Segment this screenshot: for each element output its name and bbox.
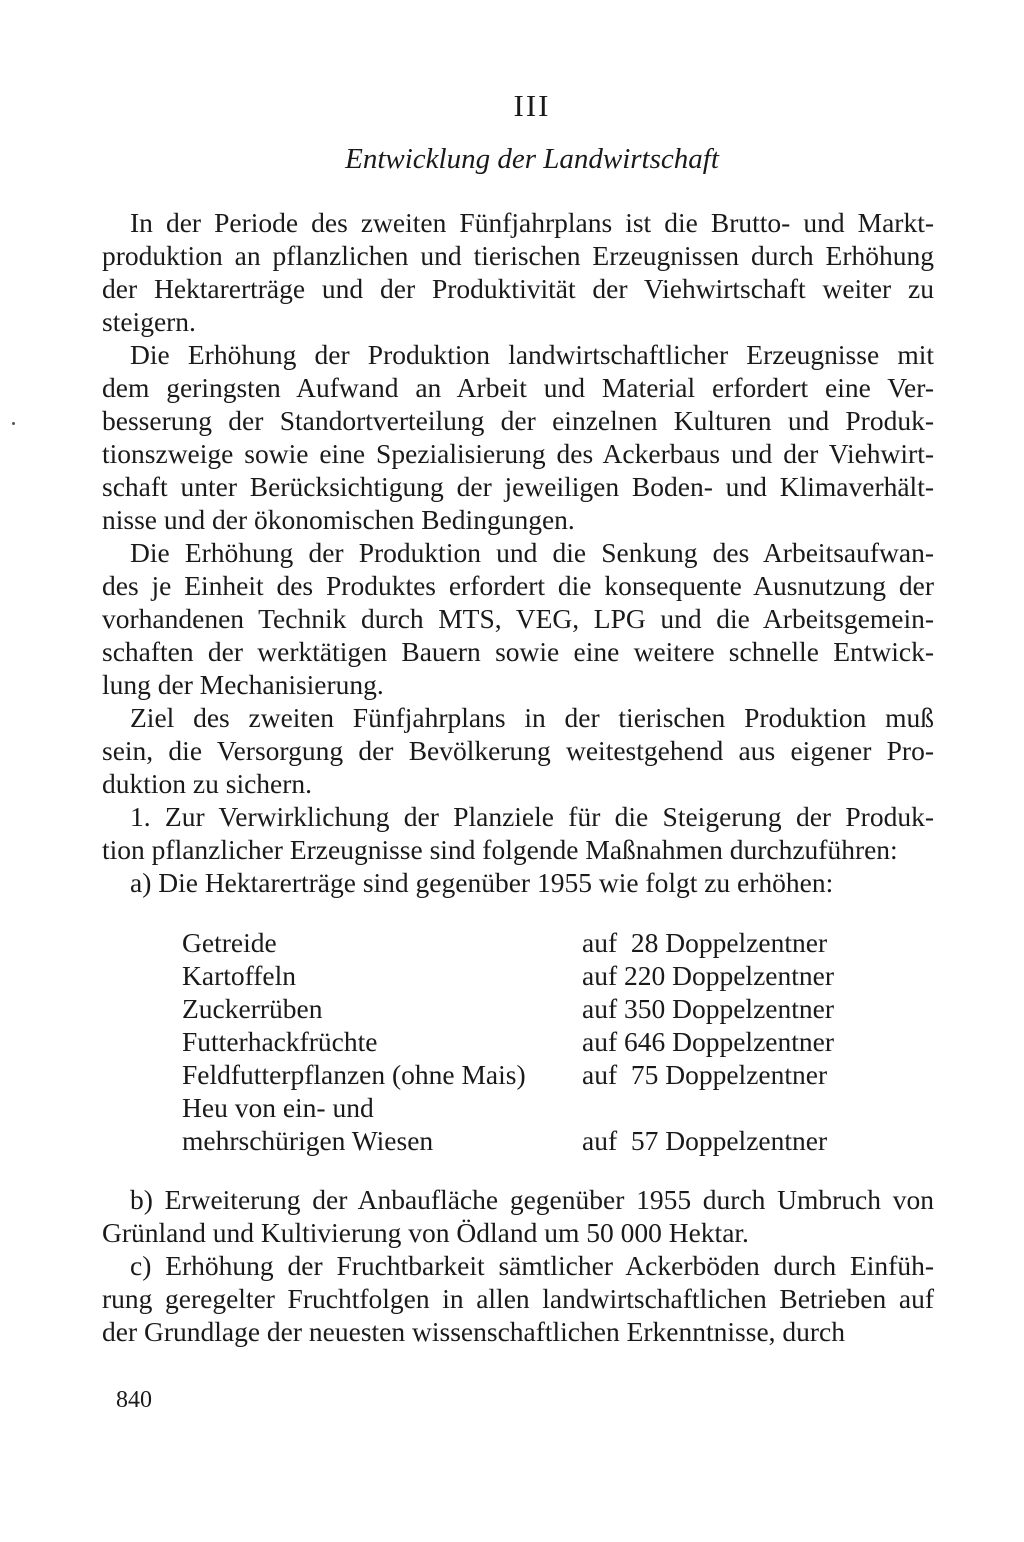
- crop-name: Zuckerrüben: [182, 993, 323, 1024]
- text-line: Grünland und Kultivierung von Ödland um 50 000 Hektar.: [102, 1217, 749, 1248]
- text-line: a) Die Hektarerträge sind gegenüber 1955 wie folgt zu erhöhen:: [130, 867, 834, 898]
- text-line: 1. Zur Verwirklichung der Planziele für die Steigerung der Produk-: [130, 801, 934, 832]
- text-line: b) Erweiterung der Anbaufläche gegenüber 1955 durch Umbruch von: [130, 1184, 934, 1215]
- paragraph: [102, 536, 934, 701]
- text-line: schaften der werktätigen Bauern sowie eine weitere schnelle Entwick-: [102, 636, 934, 667]
- paragraph: [102, 1183, 934, 1249]
- text-line: lung der Mechanisierung.: [102, 669, 384, 700]
- yield-row: [182, 926, 862, 959]
- text-line: duktion zu sichern.: [102, 768, 313, 799]
- text-line: Die Erhöhung der Produktion landwirtschaftlicher Erzeugnisse mit: [130, 339, 934, 370]
- text-line: In der Periode des zweiten Fünfjahrplans ist die Brutto- und Markt-: [130, 207, 934, 238]
- yield-value: [582, 1091, 862, 1124]
- paragraph: [102, 338, 934, 536]
- margin-speck: [12, 422, 15, 425]
- page-number: 840: [116, 1387, 152, 1413]
- crop-name: Feldfutterpflanzen (ohne Mais): [182, 1059, 526, 1090]
- yield-row: [182, 1091, 862, 1124]
- yield-row: [182, 1124, 862, 1157]
- yield-value: auf 646 Doppelzentner: [582, 1026, 834, 1057]
- text-line: tionszweige sowie eine Spezialisierung des Ackerbaus und der Viehwirt-: [102, 438, 934, 469]
- text-line: der Grundlage der neuesten wissenschaftlichen Erkenntnisse, durch: [102, 1316, 846, 1347]
- text-line: besserung der Standortverteilung der einzelnen Kulturen und Produk-: [102, 405, 934, 436]
- yield-row: [182, 1058, 862, 1091]
- text-line: dem geringsten Aufwand an Arbeit und Material erfordert eine Ver-: [102, 372, 934, 403]
- text-line: sein, die Versorgung der Bevölkerung weitestgehend aus eigener Pro-: [102, 735, 934, 766]
- yield-value: auf 57 Doppelzentner: [582, 1125, 828, 1156]
- text-line: tion pflanzlicher Erzeugnisse sind folgende Maßnahmen durchzuführen:: [102, 834, 898, 865]
- crop-name: Getreide: [182, 927, 277, 958]
- yield-value: auf 220 Doppelzentner: [582, 960, 834, 991]
- paragraph: [102, 1249, 934, 1348]
- text-line: Die Erhöhung der Produktion und die Senkung des Arbeitsaufwan-: [130, 537, 934, 568]
- yield-row: [182, 959, 862, 992]
- body-text-bottom: [102, 1183, 934, 1348]
- text-line: schaft unter Berücksichtigung der jeweiligen Boden- und Klimaverhält-: [102, 471, 934, 502]
- crop-name: Futterhackfrüchte: [182, 1026, 378, 1057]
- text-line: der Hektarerträge und der Produktivität der Viehwirtschaft weiter zu: [102, 273, 934, 304]
- paragraph: [102, 866, 934, 899]
- text-line: c) Erhöhung der Fruchtbarkeit sämtlicher Ackerböden durch Einfüh-: [130, 1250, 934, 1281]
- crop-name: mehrschürigen Wiesen: [182, 1125, 434, 1156]
- crop-name: Kartoffeln: [182, 960, 297, 991]
- yield-row: [182, 992, 862, 1025]
- yield-value: auf 28 Doppelzentner: [582, 927, 828, 958]
- paragraph: [102, 701, 934, 800]
- yield-row: [182, 1025, 862, 1058]
- yield-value: auf 350 Doppelzentner: [582, 993, 834, 1024]
- paragraph: [102, 206, 934, 338]
- text-line: des je Einheit des Produktes erfordert die konsequente Ausnutzung der: [102, 570, 934, 601]
- paragraph: [102, 800, 934, 866]
- chapter-number: III: [513, 88, 551, 123]
- text-line: nisse und der ökonomischen Bedingungen.: [102, 504, 575, 535]
- body-text-top: [102, 206, 934, 899]
- text-line: rung geregelter Fruchtfolgen in allen landwirtschaftlichen Betrieben auf: [102, 1283, 934, 1314]
- text-line: steigern.: [102, 306, 196, 337]
- text-line: produktion an pflanzlichen und tierischen Erzeugnissen durch Erhöhung: [102, 240, 934, 271]
- text-line: Ziel des zweiten Fünfjahrplans in der tierischen Produktion muß: [130, 702, 934, 733]
- yield-table: [182, 926, 862, 1157]
- text-line: vorhandenen Technik durch MTS, VEG, LPG und die Arbeitsgemein-: [102, 603, 934, 634]
- yield-value: auf 75 Doppelzentner: [582, 1059, 828, 1090]
- crop-name: Heu von ein- und: [182, 1092, 374, 1123]
- chapter-title: Entwicklung der Landwirtschaft: [345, 143, 719, 175]
